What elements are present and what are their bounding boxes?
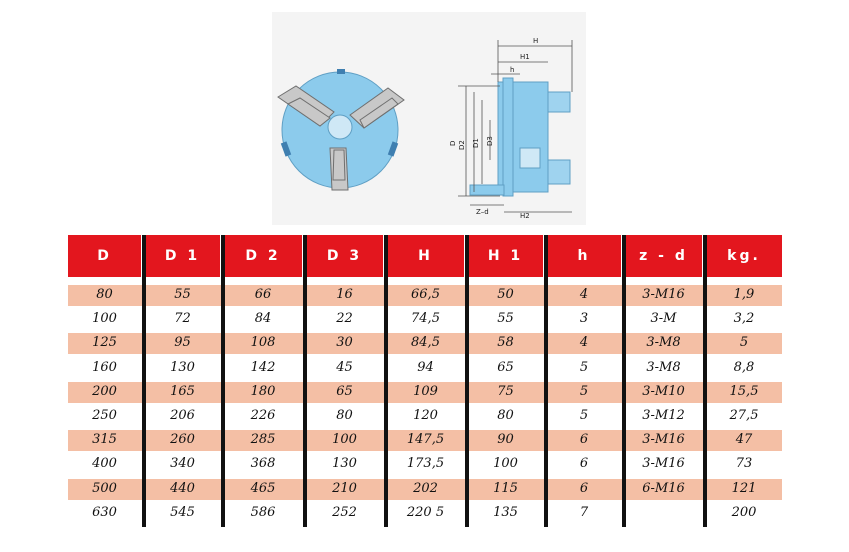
column-header: kg. bbox=[706, 235, 782, 277]
table-cell: 6 bbox=[579, 432, 589, 448]
table-cell: 3-M16 bbox=[642, 287, 685, 302]
dim-label-h: h bbox=[510, 66, 515, 74]
table-cell: 3-M bbox=[650, 311, 677, 327]
table-cell: 109 bbox=[413, 383, 438, 399]
table-cell: 75 bbox=[497, 383, 514, 399]
table-cell: 3,2 bbox=[733, 311, 755, 327]
dim-label-H2: H2 bbox=[520, 212, 530, 220]
table-cell: 252 bbox=[332, 504, 357, 520]
table-cell: 74,5 bbox=[411, 311, 440, 327]
table-cell: 260 bbox=[170, 432, 195, 448]
dim-label-D3: D3 bbox=[486, 136, 494, 146]
table-cell: 8,8 bbox=[733, 359, 755, 375]
table-cell: 100 bbox=[332, 432, 357, 448]
table-cell: 6 bbox=[579, 480, 589, 496]
table-cell: 100 bbox=[92, 311, 117, 327]
table-cell: 340 bbox=[170, 456, 195, 472]
table-cell bbox=[625, 501, 702, 525]
dim-label-H: H bbox=[533, 37, 539, 45]
dim-label-D1: D1 bbox=[472, 138, 480, 148]
table-cell: 142 bbox=[250, 359, 276, 375]
table-cell: 47 bbox=[735, 432, 753, 448]
column-header: D bbox=[68, 235, 141, 277]
column-header: D 1 bbox=[145, 235, 220, 277]
dim-label-H1: H1 bbox=[520, 53, 530, 61]
table-cell: 226 bbox=[250, 408, 276, 423]
table-cell: 210 bbox=[332, 480, 357, 496]
table-cell: 22 bbox=[336, 311, 353, 327]
table-cell: 108 bbox=[250, 335, 276, 351]
table-cell: 5 bbox=[579, 408, 589, 423]
table-cell: 173,5 bbox=[406, 456, 445, 472]
table-cell: 200 bbox=[731, 504, 757, 520]
dim-label-D: D bbox=[449, 140, 457, 146]
table-cell: 3-M12 bbox=[642, 408, 685, 423]
table-cell: 15,5 bbox=[729, 383, 759, 399]
table-cell: 180 bbox=[250, 383, 276, 399]
table-cell: 66 bbox=[254, 287, 272, 302]
table-cell: 121 bbox=[731, 480, 757, 496]
table-cell: 50 bbox=[497, 287, 514, 302]
column-header: H 1 bbox=[468, 235, 543, 277]
table-cell: 7 bbox=[579, 504, 589, 520]
table-cell: 16 bbox=[336, 287, 353, 302]
table-cell: 27,5 bbox=[729, 408, 759, 423]
table-cell: 73 bbox=[735, 456, 753, 472]
table-cell: 630 bbox=[92, 504, 117, 520]
table-cell: 5 bbox=[579, 359, 589, 375]
table-cell: 368 bbox=[250, 456, 276, 472]
table-cell: 84 bbox=[254, 311, 272, 327]
table-cell: 500 bbox=[92, 480, 117, 496]
table-cell: 3-M16 bbox=[642, 432, 685, 448]
table-cell: 440 bbox=[170, 480, 195, 496]
table-cell: 285 bbox=[250, 432, 276, 448]
table-cell: 160 bbox=[92, 359, 117, 375]
table-cell: 400 bbox=[92, 456, 117, 472]
table-cell: 3 bbox=[579, 311, 589, 327]
table-cell: 200 bbox=[92, 383, 117, 399]
table-cell: 545 bbox=[170, 504, 195, 520]
table-cell: 55 bbox=[174, 287, 191, 302]
table-cell: 94 bbox=[417, 359, 434, 375]
table-cell: 3-M16 bbox=[642, 456, 685, 472]
table-cell: 80 bbox=[96, 287, 113, 302]
table-cell: 115 bbox=[493, 480, 518, 496]
table-cell: 1,9 bbox=[733, 287, 755, 302]
table-cell: 220 5 bbox=[406, 504, 445, 520]
table-cell: 66,5 bbox=[411, 287, 440, 302]
table-cell: 315 bbox=[92, 432, 117, 448]
table-cell: 100 bbox=[493, 456, 518, 472]
table-cell: 465 bbox=[250, 480, 276, 496]
table-cell: 84,5 bbox=[411, 335, 440, 351]
table-cell: 3-M8 bbox=[646, 335, 681, 351]
column-header: D 2 bbox=[224, 235, 302, 277]
column-header: H bbox=[387, 235, 464, 277]
table-cell: 5 bbox=[739, 335, 749, 351]
table-cell: 125 bbox=[92, 335, 117, 351]
table-cell: 55 bbox=[497, 311, 514, 327]
table-cell: 135 bbox=[493, 504, 518, 520]
table-cell: 3-M10 bbox=[642, 383, 685, 399]
table-cell: 72 bbox=[174, 311, 191, 327]
table-cell: 80 bbox=[336, 408, 353, 423]
table-cell: 65 bbox=[497, 359, 514, 375]
table-cell: 250 bbox=[92, 408, 117, 423]
dim-label-D2: D2 bbox=[458, 140, 466, 150]
table-cell: 165 bbox=[170, 383, 195, 399]
column-header: h bbox=[547, 235, 621, 277]
table-cell: 6 bbox=[579, 456, 589, 472]
table-cell: 5 bbox=[579, 383, 589, 399]
table-cell: 120 bbox=[413, 408, 438, 423]
table-cell: 3-M8 bbox=[646, 359, 681, 375]
table-cell: 30 bbox=[336, 335, 353, 351]
table-cell: 147,5 bbox=[406, 432, 445, 448]
table-cell: 80 bbox=[497, 408, 514, 423]
table-cell: 45 bbox=[336, 359, 353, 375]
table-cell: 4 bbox=[579, 335, 589, 351]
table-cell: 58 bbox=[497, 335, 514, 351]
table-cell: 6-M16 bbox=[642, 480, 685, 496]
column-header: z - d bbox=[625, 235, 702, 277]
table-cell: 65 bbox=[336, 383, 353, 399]
table-cell: 586 bbox=[250, 504, 276, 520]
table-cell: 90 bbox=[497, 432, 514, 448]
dim-label-zd: Z–d bbox=[476, 208, 489, 216]
table-cell: 130 bbox=[170, 359, 195, 375]
table-cell: 202 bbox=[413, 480, 438, 496]
table-cell: 4 bbox=[579, 287, 589, 302]
table-cell: 95 bbox=[174, 335, 191, 351]
table-cell: 130 bbox=[332, 456, 357, 472]
table-cell: 206 bbox=[170, 408, 195, 423]
column-header: D 3 bbox=[306, 235, 383, 277]
